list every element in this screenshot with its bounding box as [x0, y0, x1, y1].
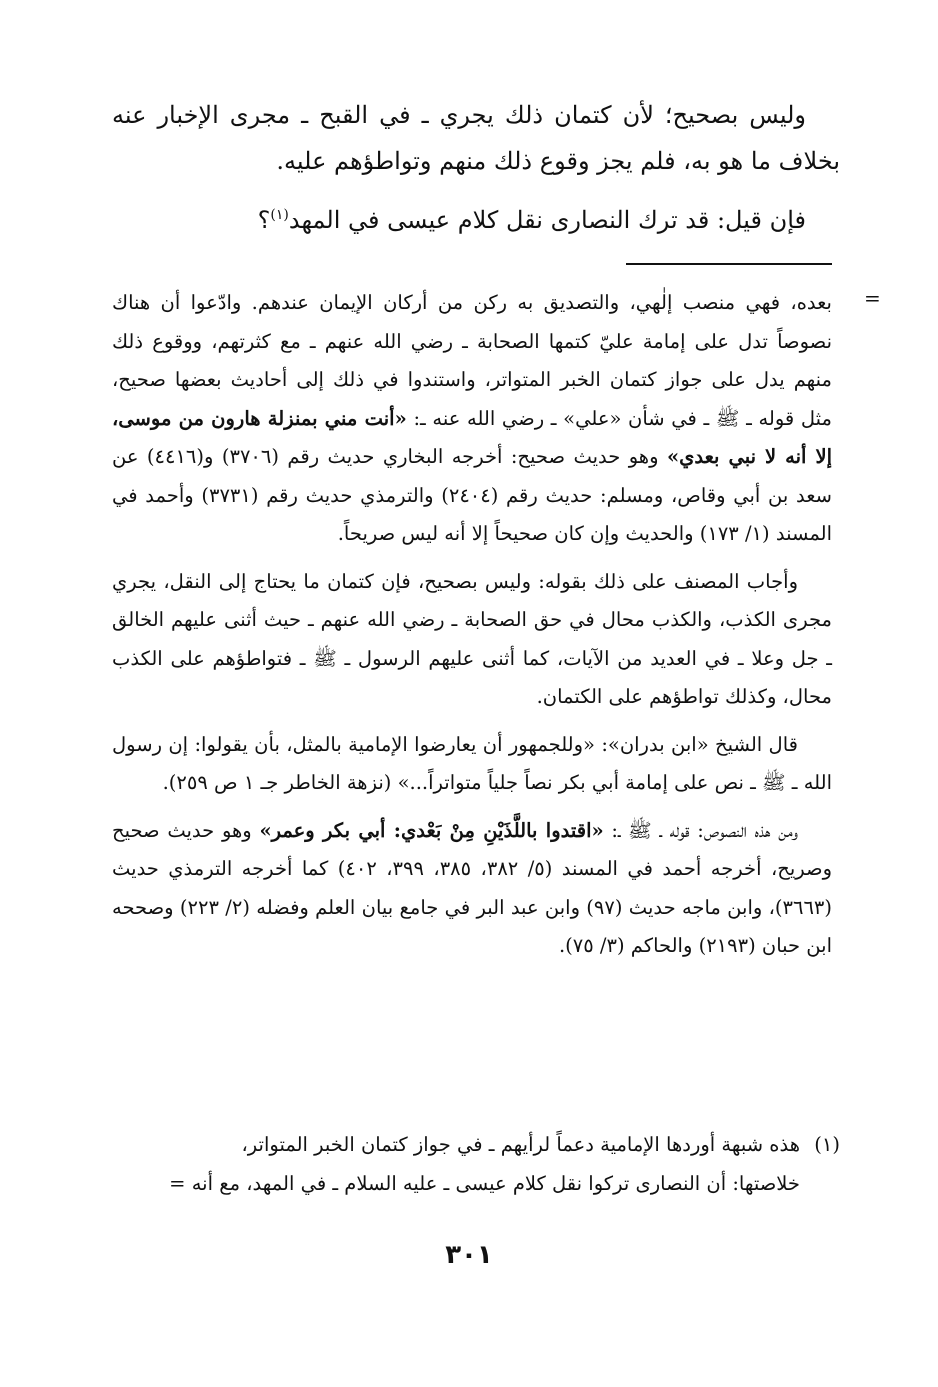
note-paragraph — [112, 284, 832, 554]
note-text: بعده، فهي منصب إلٰهي، والتصديق به ركن من أركان الإيمان عندهم. وادّعوا أن هناك نصوصاً تدل على إمامة عليّ كتمها الصحابة ـ رضي الله عنهم ـ مع كثرتهم، ووقوع ذلك منهم يدل على جواز كتمان الخبر المتواتر، واستندوا في ذلك إلى أحاديث بعضها صحيح، مثل قوله ـ ﷺ ـ في شأن «علي» ـ رضي الله عنه ـ: — [112, 291, 832, 430]
note-text: وهو حديث صحيح وصريح، أخرجه أحمد في المسند (٥/ ٣٨٢، ٣٨٥، ٣٩٩، ٤٠٢) كما أخرجه الترمذي حديث (٣٦٦٣)، وابن ماجه حديث (٩٧) وابن عبد البر في جامع بيان العلم وفضله (٢/ ٢٢٣) وصححه ابن حبان (٢١٩٣) والحاكم (٣/ ٧٥). — [112, 818, 833, 957]
continuation-mark: = — [169, 1171, 186, 1195]
footnote-continuation — [112, 284, 832, 975]
page-number: ٣٠١ — [445, 1240, 493, 1270]
note-text: ومن هذه النصوص: قوله ـ ﷺ ـ: — [603, 818, 798, 842]
hadith-quote: «اقتدوا باللَّذَيْنِ مِنْ بَعْدي: أبي بكر وعمر» — [259, 818, 604, 842]
main-paragraph: وليس بصحيح؛ لأن كتمان ذلك يجري ـ في القبح ـ مجرى الإخبار عنه بخلاف ما هو به، فلم يجز وقوع ذلك منهم وتواطؤهم عليه. — [112, 101, 840, 175]
question-mark: ؟ — [257, 206, 271, 234]
footnote-separator — [626, 263, 832, 265]
footnote-line — [78, 1165, 840, 1204]
main-text — [112, 92, 840, 243]
note-paragraph: قال الشيخ «ابن بدران»: «وللجمهور أن يعارضوا الإمامية بالمثل، بأن يقولوا: إن رسول الله ـ ﷺ ـ نص على إمامة أبي بكر نصاً جلياً متواتراً...» (نزهة الخاطر جـ ١ ص ٢٥٩). — [112, 732, 832, 794]
question-text: فإن قيل: قد ترك النصارى نقل كلام عيسى في المهد — [288, 206, 806, 234]
note-text: وهو حديث صحيح: أخرجه البخاري حديث رقم (٣٧٠٦) و(٤٤١٦) عن سعد بن أبي وقاص، ومسلم: حديث رقم (٢٤٠٤) والترمذي حديث رقم (٣٧٣١) وأحمد في المسند (١/ ١٧٣) والحديث وإن كان صحيحاً إلا أنه ليس صريحاً. — [112, 445, 832, 545]
note-paragraph — [112, 812, 832, 966]
note-paragraph: وأجاب المصنف على ذلك بقوله: وليس بصحيح، فإن كتمان ما يحتاج إلى النقل، يجري مجرى الكذب، والكذب محال في حق الصحابة ـ رضي الله عنهم ـ حيث أثنى عليهم الخالق ـ جل وعلا ـ في العديد من الآيات، كما أثنى عليهم الرسول ـ ﷺ ـ فتواطؤهم على الكذب محال، وكذلك تواطؤهم على الكتمان. — [112, 569, 832, 708]
footnote-text: هذه شبهة أوردها الإمامية دعماً لرأيهم ـ في جواز كتمان الخبر المتواتر، — [241, 1133, 800, 1156]
hadith-quote: «أنت مني بمنزلة هارون من موسى، إلا أنه لا نبي بعدي» — [112, 406, 833, 468]
continuation-mark: = — [864, 286, 881, 310]
footnote-line — [78, 1126, 840, 1165]
footnote-number: (١) — [814, 1133, 840, 1156]
footnote-ref: (١) — [270, 207, 289, 223]
question-paragraph — [112, 192, 840, 243]
footnote-1 — [78, 1126, 840, 1203]
footnote-text: خلاصتها: أن النصارى تركوا نقل كلام عيسى ـ عليه السلام ـ في المهد، مع أنه — [191, 1171, 800, 1195]
